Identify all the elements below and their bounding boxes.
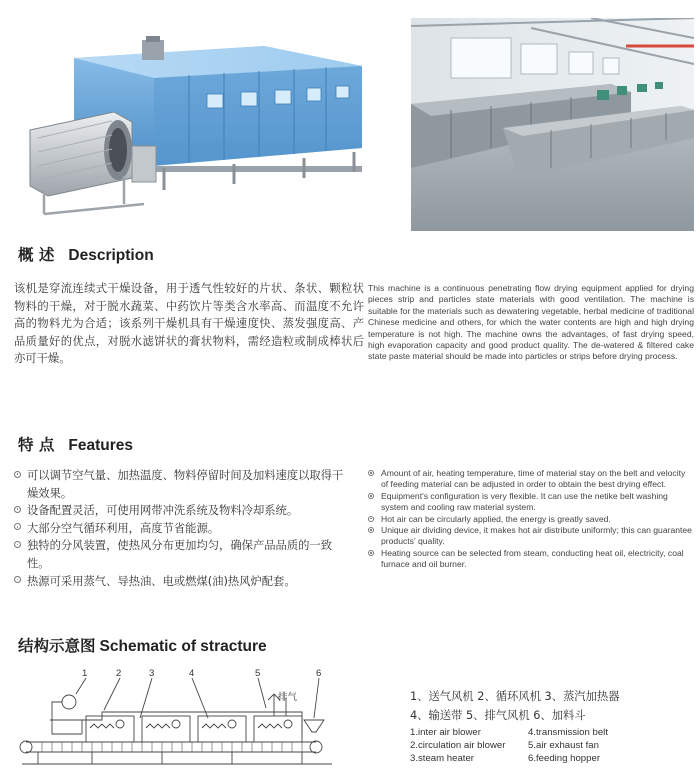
schematic-diagram	[12, 672, 342, 772]
schematic-heading-cn: 结构示意图	[18, 637, 96, 655]
feature-item-en: Equipment's configuration is very flexible. It can use the netike belt washing system and cooling raw material system.	[368, 491, 694, 514]
bullet-icon	[14, 576, 21, 583]
bullet-icon	[368, 493, 374, 499]
feature-item-en: Unique air dividing device, it makes hot air distribute uniformly; this can guarantee products' quality.	[368, 525, 694, 548]
features-list-en	[368, 468, 694, 571]
legend-cn-line-2: 4、输送带 5、排气风机 6、加料斗	[410, 709, 586, 722]
description-text-en: This machine is a continuous penetrating flow drying equipment applied for drying pieces strip and particles state materials with good ventilation. The machine is suitable for the materials such as dewatering vegetable, herbal medicine of traditional Chinese medicine and others, for which the water contents are high and high drying temperature is not high. The machine owns the advantages, of fast drying speed, high evaporation capacity and good product quality. The de-watered & filtered cake state paste material should be made into particles or strips before drying process.	[368, 283, 694, 362]
schematic-number-5: 5	[255, 668, 261, 679]
legend-en-item-4: 4.transmission belt	[528, 727, 608, 738]
legend-en-item-5: 5.air exhaust fan	[528, 740, 599, 751]
schematic-number-4: 4	[189, 668, 195, 679]
bullet-icon	[368, 550, 374, 556]
factory-interior-illustration	[411, 18, 694, 231]
schematic-number-3: 3	[149, 668, 155, 679]
legend-en-item-3: 3.steam heater	[410, 753, 474, 764]
description-heading-en: Description	[68, 247, 154, 264]
feature-item-cn: 热源可采用蒸气、导热油、电或燃煤(油)热风炉配套。	[14, 573, 352, 591]
feature-item-cn: 可以调节空气量、加热温度、物料停留时间及加料速度以取得干燥效果。	[14, 467, 352, 502]
bullet-icon	[368, 516, 374, 522]
schematic-heading-en: Schematic of stracture	[99, 638, 267, 655]
feature-item-en: Amount of air, heating temperature, time of material stay on the belt and velocity of feeding material can be adjusted in order to obtain the best drying effect.	[368, 468, 694, 491]
description-heading	[18, 243, 154, 265]
legend-en-item-2: 2.circulation air blower	[410, 740, 506, 751]
legend-en-item-6: 6.feeding hopper	[528, 753, 601, 764]
feature-item-cn: 大部分空气循环利用，高度节省能源。	[14, 520, 352, 538]
bullet-icon	[368, 527, 374, 533]
exhaust-label: 排气	[278, 692, 298, 703]
legend-cn-line-1: 1、送气风机 2、循环风机 3、蒸汽加热器	[410, 690, 620, 703]
features-list-cn	[14, 467, 352, 590]
bullet-icon	[14, 541, 21, 548]
bullet-icon	[14, 471, 21, 478]
schematic-heading	[18, 634, 267, 656]
features-heading-cn: 特 点	[18, 436, 55, 454]
bullet-icon	[14, 506, 21, 513]
description-text-cn: 该机是穿流连续式干燥设备，用于透气性较好的片状、条状、颗粒状物料的干燥，对于脱水蔬菜、中药饮片等类含水率高、而温度不允许高的物料尤为合适；该系列干燥机具有干燥速度快、蒸发强度高、产品质量好的优点，对脱水滤饼状的膏状物料，需经造粒或制成棒状后亦可干燥。	[14, 282, 364, 365]
description-heading-cn: 概 述	[18, 246, 55, 264]
feature-item-en: Heating source can be selected from steam, conducting heat oil, electricity, coal furnace and oil burner.	[368, 548, 694, 571]
feature-item-cn: 独特的分风装置，使热风分布更加均匀，确保产品品质的一致性。	[14, 537, 352, 572]
feature-item-cn: 设备配置灵活，可使用网带冲洗系统及物料冷却系统。	[14, 502, 352, 520]
feature-item-en: Hot air can be circularly applied, the energy is greatly saved.	[368, 514, 694, 525]
features-heading	[18, 433, 133, 455]
bullet-icon	[368, 470, 374, 476]
features-heading-en: Features	[68, 437, 134, 454]
schematic-number-1: 1	[82, 668, 88, 679]
bullet-icon	[14, 523, 21, 530]
schematic-number-2: 2	[116, 668, 122, 679]
belt-dryer-illustration	[14, 18, 384, 236]
schematic-number-6: 6	[316, 668, 322, 679]
legend-en-item-1: 1.inter air blower	[410, 727, 481, 738]
product-photo-dryer	[14, 18, 384, 236]
factory-installation-photo	[411, 18, 694, 231]
